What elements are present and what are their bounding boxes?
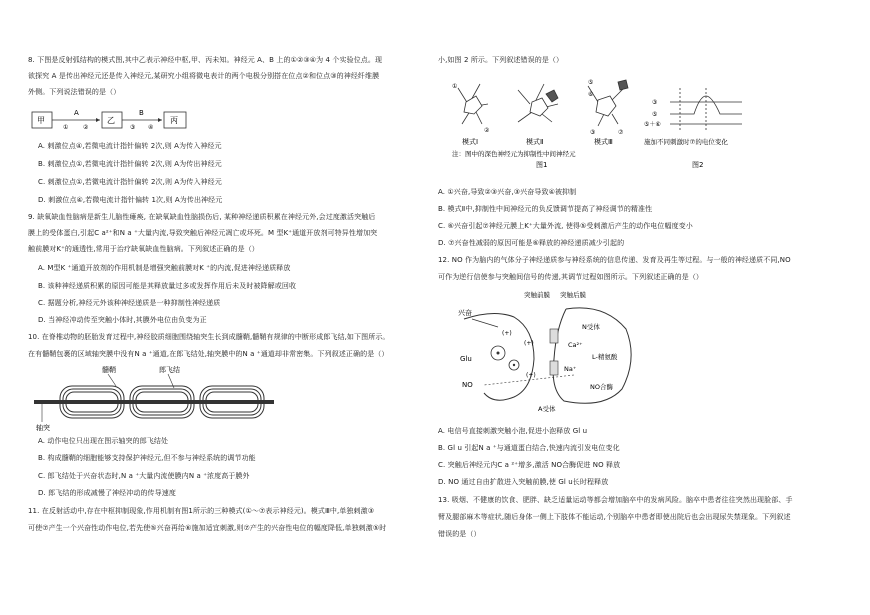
q11-option-b: B. 模式Ⅱ中,抑制性中间神经元的负反馈调节提高了神经调节的精准性 (438, 205, 653, 213)
figure-2-potential (644, 74, 760, 174)
myelin-label: 髓鞘 (102, 366, 116, 374)
q10-line2: 在有髓鞘包裹的区域轴突膜中没有N a ⁺通道,在郎飞结处,轴突膜中的N a ⁺通道却非常密集。下列叙述正确的是（） (28, 350, 389, 358)
figure-2-caption: 图2 (692, 161, 704, 169)
q12-option-a: A. 电信号直接刺激突触小泡,促进小泡释放 Gl u (438, 427, 588, 435)
trace-label-3: ③ (652, 99, 658, 106)
q9-option-d: D. 当神经冲动传至突触小体时,其膜外电位由负变为正 (38, 316, 207, 324)
excite-label: 兴奋 (458, 309, 472, 317)
b-label: B (139, 109, 144, 117)
q11-line1: 11. 在反射活动中,存在中枢抑制现象,作用机制有图1所示的三种模式(①～⑦表示神经元)。模式Ⅲ中,单独刺激③ (28, 507, 375, 515)
mode-1-label: 模式Ⅰ (462, 138, 479, 146)
site-4: ④ (148, 124, 154, 131)
q8-line2: 欲探究 A 是传出神经元还是传入神经元,某研究小组将微电表计的两个电极分别搭在位点②和位点③的神经纤维膜 (28, 72, 380, 80)
q11-option-c: C. ⑥兴奋引起⑦神经元膜上K⁺大量外流, 使得⑤受刺激后产生的动作电位幅度变小 (438, 222, 693, 230)
q10-option-c: C. 郎飞结处于兴奋状态时,N a ⁺大量内流使膜内N a ⁺浓度高于膜外 (38, 472, 250, 480)
figure-2-title: 施加不同刺激时⑦的电位变化 (644, 138, 728, 146)
plus-1: (+) (502, 330, 512, 337)
plus-2: (+) (524, 340, 534, 347)
q11-continued: 小,如图 2 所示。下列叙述错误的是（） (438, 56, 564, 64)
sodium-label: Na⁺ (564, 365, 577, 373)
q9-option-b: B. 该种神经递质积累的原因可能是其释放量过多或发挥作用后未及时被降解或回收 (38, 282, 297, 290)
q9-line2: 膜上的受体蛋白,引起C a²⁺和N a ⁺大量内流,导致突触后神经元凋亡或坏死。M 型K⁺通道开放剂可特异性增加突 (28, 229, 378, 237)
calcium-label: Ca²⁺ (568, 341, 583, 349)
figure-1-note: 注：图中的深色神经元为抑制性中间神经元 (452, 150, 576, 158)
reflex-arc-diagram (30, 107, 190, 133)
q12-line2: 可作为逆行信使参与突触间信号的传递,其调节过程如图所示。下列叙述正确的是（） (438, 273, 704, 281)
no-synthase-label: NO合酶 (590, 383, 613, 391)
q13-line1: 13. 吸烟、不健康的饮食、肥胖、缺乏适量运动等都会增加脑卒中的发病风险。脑卒中患者往往突然出现脸部、手 (438, 496, 793, 504)
q9-line1: 9. 缺氧缺血性脑病是新生儿脑性瘫痪, 在缺氧缺血性脑损伤后, 某种神经递质积累在神经元外,会过度激活突触后 (28, 213, 376, 221)
q10-option-d: D. 郎飞结的形成减慢了神经冲动的传导速度 (38, 489, 176, 497)
q8-option-b: B. 刺激位点①,若微电流计指针偏转 2次,则 A为传出神经元 (38, 160, 222, 168)
site-3: ③ (130, 124, 136, 131)
synapse-no-diagram (454, 289, 654, 414)
a-receptor-label: A受体 (538, 405, 556, 413)
q9-option-a: A. M型K ⁺通道开放剂的作用机制是增强突触前膜对K ⁺的内流,促进神经递质释放 (38, 264, 291, 272)
q8-option-d: D. 刺激位点④,若微电流计指针偏转 1次,则 A为传出神经元 (38, 196, 223, 204)
q10-option-b: B. 构成髓鞘的细胞能够支持保护神经元,但不参与神经系统的调节功能 (38, 454, 256, 462)
n-receptor-label: N受体 (582, 323, 600, 331)
pre-membrane-label: 突触前膜 (524, 291, 550, 299)
mode1-n2: ② (484, 127, 490, 134)
site-1: ① (63, 124, 69, 131)
glu-label: Glu (460, 355, 472, 363)
q11-line2: 可使⑦产生一个兴奋性动作电位,若先使⑤兴奋再给⑥施加适宜刺激,则⑦产生的兴奋性电位的幅度降低,单独刺激⑤时 (28, 524, 387, 532)
bing-label: 丙 (170, 116, 178, 125)
mode-3-label: 模式Ⅲ (594, 138, 613, 146)
figure-1-inhibition-modes (448, 74, 648, 174)
mode-2-label: 模式Ⅱ (526, 138, 544, 146)
q9-line3: 触前膜对K⁺的通透性,常用于治疗缺氧缺血性脑病。下列叙述正确的是（） (28, 245, 259, 253)
q13-line3: 错误的是（） (438, 530, 481, 538)
axon-label: 轴突 (36, 424, 50, 432)
post-membrane-label: 突触后膜 (560, 291, 586, 299)
site-2: ② (83, 124, 89, 131)
q12-option-b: B. Gl u 引起N a ⁺与通道蛋白结合,快速内流引发电位变化 (438, 444, 620, 452)
q8-option-c: C. 刺激位点①,若微电流计指针偏转 2次,则 A为传入神经元 (38, 178, 222, 186)
q12-option-d: D. NO 通过自由扩散进入突触前膜,使 Gl u长时程释放 (438, 478, 609, 486)
myelinated-axon-diagram (34, 364, 274, 432)
mode-2-diagram (518, 84, 558, 122)
trace-label-5-6: ⑤＋⑥ (644, 121, 661, 128)
q13-line2: 臂及腿部麻木等症状,随后身体一侧上下肢体不能运动,个别脑卒中患者即使出院后也会出现尿失禁现象。下列叙述 (438, 513, 791, 521)
q8-option-a: A. 刺激位点④,若微电流计指针偏转 2次,则 A为传入神经元 (38, 142, 222, 150)
mode3-n7: ⑦ (618, 129, 624, 136)
q11-option-d: D. ⑦兴奋性减弱的原因可能是⑥释放的神经递质减少引起的 (438, 239, 625, 247)
q12-option-c: C. 突触后神经元内C a ²⁺增多,激活 NO合酶促进 NO 释放 (438, 461, 621, 469)
node-label: 郎飞结 (159, 366, 180, 374)
q11-option-a: A. ①兴奋,导致②③兴奋,③兴奋导致④被抑制 (438, 188, 577, 196)
q8-line3: 外侧。下列说法错误的是（） (28, 88, 121, 96)
figure-1-caption: 图1 (536, 161, 548, 169)
a-label: A (74, 109, 79, 117)
yi-label: 乙 (107, 116, 115, 125)
mode3-n3: ③ (590, 129, 596, 136)
q10-option-a: A. 动作电位只出现在图示轴突的郎飞结处 (38, 437, 169, 445)
plus-3: (+) (526, 372, 536, 379)
trace-label-5: ⑤ (652, 111, 658, 118)
mode3-n6: ⑥ (588, 91, 594, 98)
q9-option-c: C. 据题分析,神经元外该种神经递质是一种抑制性神经递质 (38, 299, 221, 307)
mode-3-diagram (588, 80, 628, 126)
mode-1-diagram (458, 84, 488, 124)
q12-line1: 12. NO 作为脑内的气体分子神经递质参与神经系统的信息传递、发育及再生等过程。与一般的神经递质不同,NO (438, 256, 791, 264)
no-label: NO (462, 381, 473, 389)
q10-line1: 10. 在脊椎动物的胚胎发育过程中,神经胶质细胞围绕轴突生长到成髓鞘,髓鞘有规律的中断形成郎飞结,如下图所示。 (28, 333, 390, 341)
arginine-label: L-精氨酸 (592, 353, 618, 361)
mode3-n5: ⑤ (588, 79, 594, 86)
mode1-n1: ① (452, 83, 458, 90)
jia-label: 甲 (37, 116, 45, 125)
q8-line1: 8. 下图是反射弧结构的模式图,其中乙表示神经中枢,甲、丙未知。神经元 A、B 上的①②③④为 4 个实验位点。现 (28, 56, 383, 64)
